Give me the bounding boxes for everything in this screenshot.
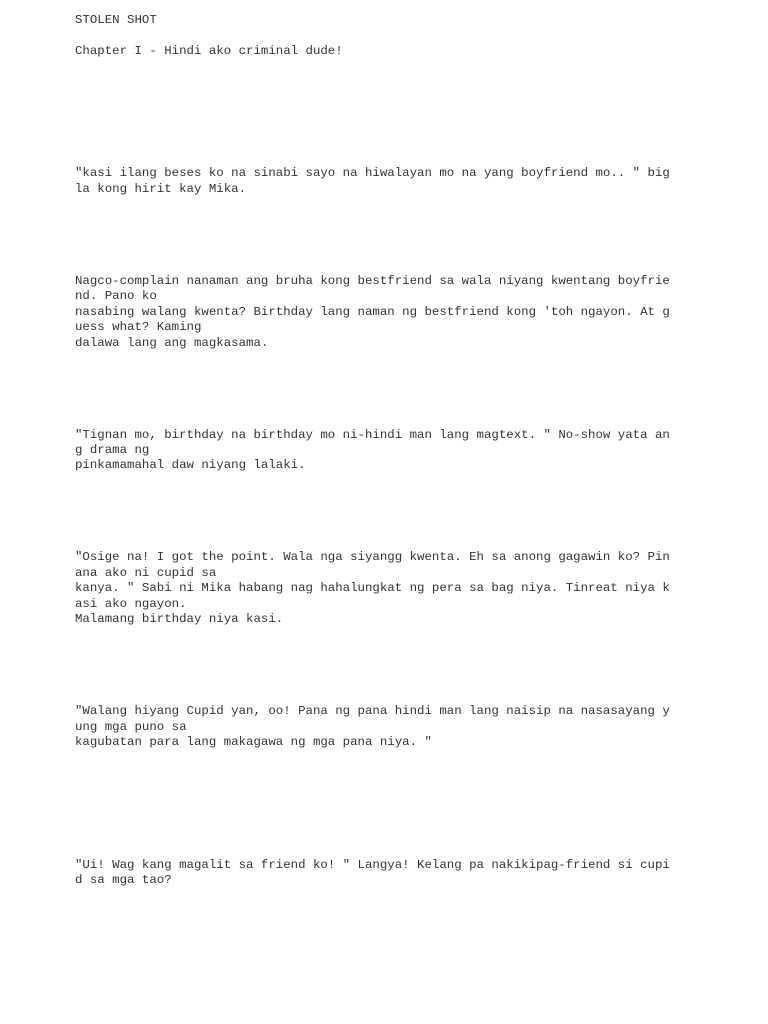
document-title: STOLEN SHOT bbox=[75, 13, 157, 27]
paragraph-line: dalawa lang ang magkasama. bbox=[75, 336, 269, 350]
paragraph-line: ana ako ni cupid sa bbox=[75, 566, 217, 580]
paragraph-line: d sa mga tao? bbox=[75, 873, 172, 887]
paragraph-line: la kong hirit kay Mika. bbox=[75, 182, 247, 196]
paragraph-line: Malamang birthday niya kasi. bbox=[75, 612, 284, 626]
paragraph-line: "Ui! Wag kang magalit sa friend ko! " Langya! Kelang pa nakikipag-friend si cupi bbox=[75, 858, 670, 872]
paragraph-line: kagubatan para lang makagawa ng mga pana niya. " bbox=[75, 735, 432, 749]
paragraph-line: kanya. " Sabi ni Mika habang nag hahalungkat ng pera sa bag niya. Tinreat niya k bbox=[75, 581, 670, 595]
paragraph-line: "Osige na! I got the point. Wala nga siyangg kwenta. Eh sa anong gagawin ko? Pin bbox=[75, 550, 670, 564]
paragraph-line: "kasi ilang beses ko na sinabi sayo na hiwalayan mo na yang boyfriend mo.. " big bbox=[75, 166, 670, 180]
chapter-heading: Chapter I - Hindi ako criminal dude! bbox=[75, 44, 343, 58]
paragraph-line: pinkamamahal daw niyang lalaki. bbox=[75, 458, 306, 472]
paragraph-line: g drama ng bbox=[75, 443, 150, 457]
paragraph-line: Nagco-complain nanaman ang bruha kong bestfriend sa wala niyang kwentang boyfrie bbox=[75, 274, 670, 288]
paragraph-line: "Tignan mo, birthday na birthday mo ni-hindi man lang magtext. " No-show yata an bbox=[75, 428, 670, 442]
paragraph-line: nasabing walang kwenta? Birthday lang naman ng bestfriend kong 'toh ngayon. At g bbox=[75, 305, 670, 319]
paragraph-line: ung mga puno sa bbox=[75, 720, 187, 734]
paragraph-line: "Walang hiyang Cupid yan, oo! Pana ng pana hindi man lang naisip na nasasayang y bbox=[75, 704, 670, 718]
paragraph-line: nd. Pano ko bbox=[75, 289, 157, 303]
paragraph-line: uess what? Kaming bbox=[75, 320, 202, 334]
paragraph-line: asi ako ngayon. bbox=[75, 597, 187, 611]
